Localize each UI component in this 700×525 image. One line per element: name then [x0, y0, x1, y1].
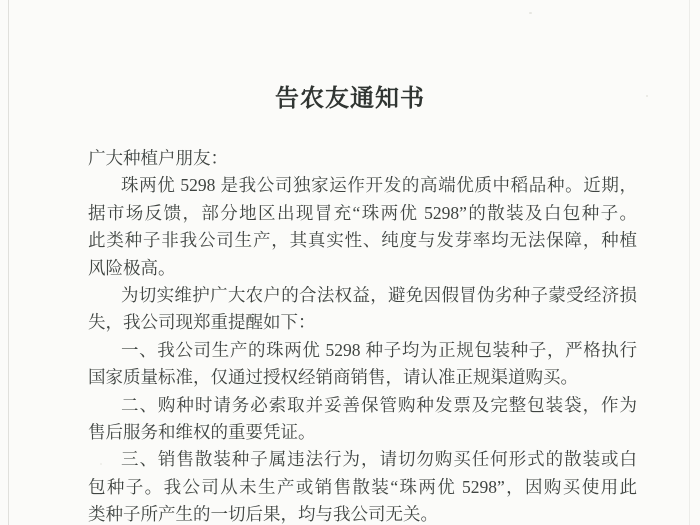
notice-body-line: 售后服务和维权的重要凭证。 [88, 421, 316, 442]
notice-body-line: 二、购种时请务必索取并妥善保管购种发票及完整包装袋，作为 [121, 394, 637, 415]
notice-body-line: 为切实维护广大农户的合法权益，避免因假冒伪劣种子蒙受经济损 [121, 284, 637, 305]
notice-title: 告农友通知书 [275, 86, 425, 112]
notice-body-line: 国家质量标准，仅通过授权经销商销售，请认准正规渠道购买。 [88, 367, 578, 388]
scan-speck [529, 12, 532, 14]
notice-body-line: 三、销售散装种子属违法行为，请切勿购买任何形式的散装或白 [121, 449, 637, 470]
notice-body [88, 145, 637, 525]
notice-body-line: 此类种子非我公司生产，其真实性、纯度与发芽率均无法保障，种植 [88, 230, 637, 251]
salutation-line: 广大种植户朋友： [88, 148, 228, 168]
notice-body-line: 据市场反馈，部分地区出现冒充“珠两优 5298”的散装及白包种子。 [88, 202, 637, 223]
notice-body-line: 失，我公司现郑重提醒如下： [88, 312, 316, 333]
notice-body-line: 类种子所产生的一切后果，均与我公司无关。 [88, 504, 438, 525]
notice-body-line: 包种子。我公司从未生产或销售散装“珠两优 5298”，因购买使用此 [88, 476, 637, 497]
notice-body-line: 珠两优 5298 是我公司独家运作开发的高端优质中稻品种。近期， [121, 175, 637, 196]
notice-body-line: 风险极高。 [88, 257, 176, 278]
notice-body-line: 一、我公司生产的珠两优 5298 种子均为正规包装种子，严格执行 [121, 339, 637, 360]
